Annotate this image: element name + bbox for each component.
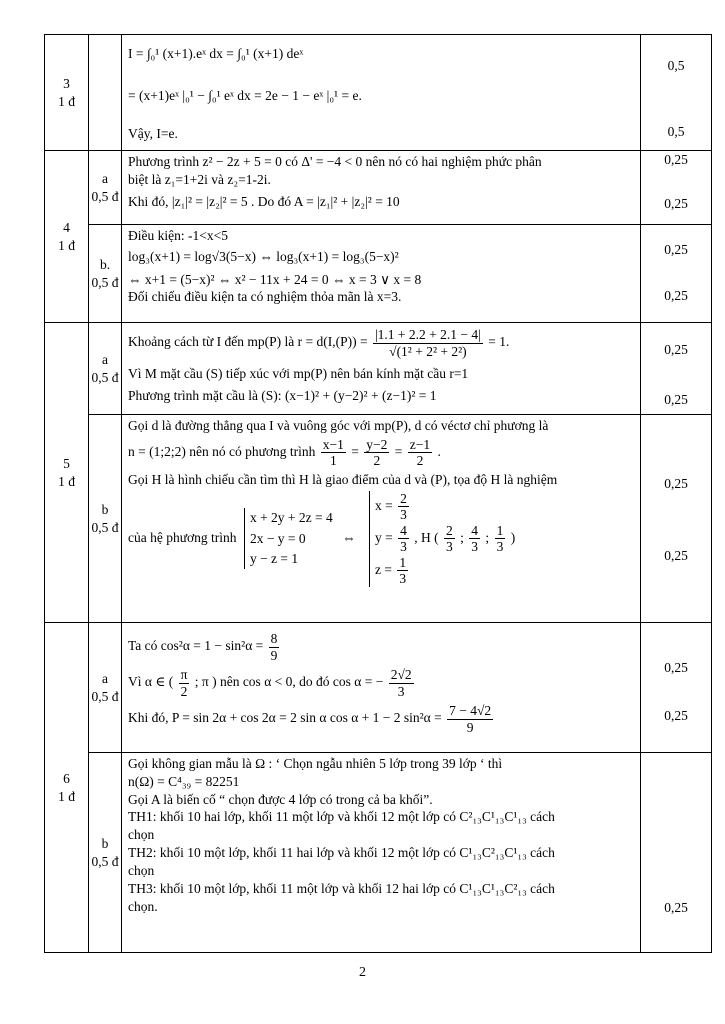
text-line: Đối chiếu điều kiện ta có nghiệm thỏa mãn là x=3. (128, 289, 402, 305)
equation: y − z = 1 (249, 550, 299, 566)
equation: 2x − y = 0 (249, 530, 306, 546)
table-row (45, 323, 712, 415)
fraction-denominator: √(1² + 2² + 2²) (389, 343, 467, 359)
math-line: ⇔ x+1 = (5−x)² ⇔ x² − 11x + 24 = 0 ⇔ x = 3 ∨ x = 8 (128, 271, 422, 287)
fraction-numerator: 8 (270, 631, 278, 646)
text-span: Khi đó, (128, 710, 169, 726)
answer-body (122, 415, 641, 623)
sub-label: a (102, 351, 108, 367)
points-cell (641, 151, 712, 225)
text-span: Vì (128, 674, 142, 690)
fraction-denominator: 2 (180, 683, 188, 699)
text-span: của hệ phương trình (128, 529, 237, 545)
fraction-numerator: 1 (399, 554, 407, 570)
fraction-numerator: |1.1 + 2.2 + 2.1 − 4| (374, 327, 481, 342)
page-number: 2 (359, 965, 366, 980)
question-points: 1 đ (58, 788, 75, 804)
math-line: Khi đó, |z₁|² = |z₂|² = 5 . Do đó A = |z₁|² + |z₂|² = 10 (128, 193, 400, 209)
math-span: P = sin 2α + cos 2α = 2 sin α cos α + 1 − 2 sin²α = (171, 710, 442, 726)
math-span: = (351, 443, 359, 459)
text-line: Vì M mặt cầu (S) tiếp xúc với mp(P) nên bán kính mặt cầu r=1 (128, 366, 469, 382)
points-cell (641, 323, 712, 415)
math-line: n(Ω) = C⁴₃₉ = 82251 (128, 773, 240, 789)
sub-label: a (102, 170, 108, 186)
text-line: Điều kiện: -1<x<5 (128, 228, 228, 243)
text-span: nên cos α < 0, do đó (219, 674, 330, 690)
text-span: Khoảng cách từ I đến mp(P) là (128, 334, 295, 350)
sub-points: 0,5 đ (91, 188, 119, 204)
fraction-denominator: 3 (400, 507, 407, 523)
answer-body (122, 225, 641, 323)
fraction-numerator: 2 (400, 490, 407, 506)
math-span: ; (485, 529, 490, 545)
math-span: cos²α = 1 − sin²α = (160, 638, 264, 654)
answer-body (122, 753, 641, 953)
table-row (45, 151, 712, 225)
fraction-numerator: 2 (446, 522, 453, 538)
math-span: (x−1)² + (y−2)² + (z−1)² = 1 (284, 387, 437, 403)
question-points: 1 đ (58, 473, 75, 489)
math-span: ; (460, 529, 464, 545)
point-value: 0,25 (664, 195, 688, 211)
fraction-denominator: 3 (400, 539, 407, 555)
equation: x + 2y + 2z = 4 (249, 510, 333, 526)
table-row (45, 35, 712, 151)
math-line: I = ∫₀¹ (x+1).eˣ dx = ∫₀¹ (x+1) deˣ (128, 46, 304, 61)
text-span: TH1: khối 10 hai lớp, khối 11 một lớp và khối 12 một lớp có (128, 809, 457, 825)
points-cell (641, 415, 712, 623)
question-number: 5 (63, 455, 70, 471)
answer-body (122, 35, 641, 151)
points-cell (641, 35, 712, 151)
question-cell (45, 35, 89, 151)
sub-cell (89, 225, 122, 323)
text-line: Gọi d là đường thẳng qua I và vuông góc với mp(P), d có véctơ chỉ phương là (128, 418, 549, 433)
table-row (45, 225, 712, 323)
sub-cell (89, 151, 122, 225)
sub-cell (89, 323, 122, 415)
text-line: Gọi không gian mẫu là Ω : ‘ Chọn ngẫu nhiên 5 lớp trong 39 lớp ‘ thì (128, 756, 503, 771)
fraction-denominator: 9 (466, 719, 474, 735)
fraction-numerator: 2√2 (390, 667, 412, 683)
text-line: chọn (128, 862, 155, 878)
text-line: Gọi H là hình chiếu cần tìm thì H là giao điểm của d và (P), tọa độ H là nghiệm (128, 471, 558, 487)
math-span: C¹₁₃C¹₁₃C²₁₃ cách (459, 880, 555, 896)
math-span: . (437, 443, 441, 459)
math-span: = (394, 443, 403, 459)
math-span: y = (375, 529, 393, 545)
text-line: biệt là z₁=1+2i và z₂=1-2i. (128, 171, 271, 187)
fraction-denominator: 1 (329, 453, 337, 469)
point-value: 0,25 (664, 287, 688, 303)
solution-system (369, 491, 515, 587)
answer-table (44, 34, 712, 953)
table-row (45, 753, 712, 953)
question-points: 1 đ (58, 237, 75, 253)
sub-points: 0,5 đ (91, 369, 119, 385)
fraction-numerator: x−1 (322, 436, 344, 452)
math-span: C¹₁₃C²₁₃C¹₁₃ cách (459, 845, 555, 861)
distance-fraction (373, 327, 483, 359)
math-span: cos α = − (332, 674, 384, 690)
point-value: 0,5 (667, 123, 685, 139)
sub-cell (89, 753, 122, 953)
sub-label: a (102, 670, 108, 686)
answer-body (122, 623, 641, 753)
sub-cell (89, 623, 122, 753)
fraction-denominator: 3 (399, 571, 407, 587)
fraction-numerator: z−1 (409, 436, 431, 452)
fraction-denominator: 2 (416, 453, 424, 469)
point-value: 0,25 (664, 660, 688, 675)
question-number: 6 (63, 770, 70, 786)
point-value: 0,25 (664, 476, 688, 491)
math-span: n = (1;2;2) (128, 443, 186, 459)
point-value: 0,25 (664, 391, 688, 407)
text-line: Vậy, I=e. (128, 125, 178, 141)
point-value: 0,5 (667, 58, 685, 73)
points-cell (641, 225, 712, 323)
math-line: log₃(x+1) = log√3(5−x) ⇔ log₃(x+1) = log₃(5−x)² (128, 248, 399, 264)
math-span: z = (375, 561, 393, 577)
point-value: 0,25 (664, 547, 688, 563)
text-line: Phương trình z² − 2z + 5 = 0 có Δ' = −4 < 0 nên nó có hai nghiệm phức phân (128, 154, 542, 169)
text-span: Ta có (128, 638, 158, 654)
math-span: α ∈ ( (144, 674, 174, 690)
points-cell (641, 753, 712, 953)
math-span: ; π ) (194, 674, 217, 690)
fraction-numerator: 1 (496, 522, 504, 538)
table-row (45, 415, 712, 623)
math-span: x = (375, 497, 393, 513)
fraction-denominator: 9 (270, 647, 278, 663)
text-line: Gọi A là biến cố “ chọn được 4 lớp có trong cả ba khối”. (128, 791, 433, 807)
point-value: 0,25 (664, 342, 688, 357)
fraction-numerator: 7 − 4√2 (449, 703, 492, 719)
fraction-numerator: 4 (400, 522, 407, 538)
sub-points: 0,5 đ (91, 274, 119, 290)
equation-system (244, 508, 333, 569)
math-span: ) (510, 529, 516, 545)
question-cell (45, 323, 89, 623)
sub-points: 0,5 đ (91, 853, 119, 869)
fraction-numerator: π (180, 667, 188, 683)
question-number: 4 (63, 219, 70, 235)
fraction-numerator: y−2 (366, 436, 388, 452)
sub-label: b (101, 501, 109, 517)
equivalence-symbol: ⇔ (342, 529, 356, 545)
math-span: C²₁₃C¹₁₃C¹₁₃ cách (459, 809, 555, 825)
answer-body (122, 151, 641, 225)
sub-label: b. (99, 256, 111, 272)
fraction-numerator: 4 (471, 522, 479, 538)
math-span: , H (414, 529, 431, 545)
sub-points: 0,5 đ (91, 519, 119, 535)
math-span: r = d(I,(P)) = (297, 334, 368, 350)
table-row (45, 623, 712, 753)
sub-label: b (101, 835, 109, 851)
math-span: ( (434, 529, 439, 545)
text-span: TH2: khối 10 một lớp, khối 11 hai lớp và khối 12 một lớp có (128, 845, 457, 861)
sub-points: 0,5 đ (91, 688, 119, 704)
question-number: 3 (63, 75, 70, 91)
answer-body (122, 323, 641, 415)
question-cell (45, 151, 89, 323)
text-line: chọn (128, 827, 155, 843)
point-value: 0,25 (664, 242, 688, 257)
sub-cell (89, 415, 122, 623)
point-value: 0,25 (664, 707, 688, 723)
point-value: 0,25 (664, 900, 688, 915)
fraction-denominator: 3 (471, 539, 479, 555)
fraction-denominator: 2 (373, 453, 381, 469)
fraction-denominator: 3 (446, 539, 453, 555)
question-points: 1 đ (58, 93, 75, 109)
text-line: chọn. (128, 898, 158, 914)
point-value: 0,25 (664, 152, 688, 167)
question-cell (45, 623, 89, 953)
sub-cell (89, 35, 122, 151)
fraction-denominator: 3 (496, 539, 504, 555)
text-span: Phương trình mặt cầu là (S): (128, 387, 282, 403)
text-span: nên nó có phương trình (189, 443, 316, 459)
math-line: = (x+1)eˣ |₀¹ − ∫₀¹ eˣ dx = 2e − 1 − eˣ |₀¹ = e. (128, 87, 362, 103)
math-span: = 1. (488, 334, 510, 350)
text-span: TH3: khối 10 một lớp, khối 11 một lớp và khối 12 hai lớp có (128, 880, 457, 896)
fraction-denominator: 3 (397, 683, 405, 699)
points-cell (641, 623, 712, 753)
